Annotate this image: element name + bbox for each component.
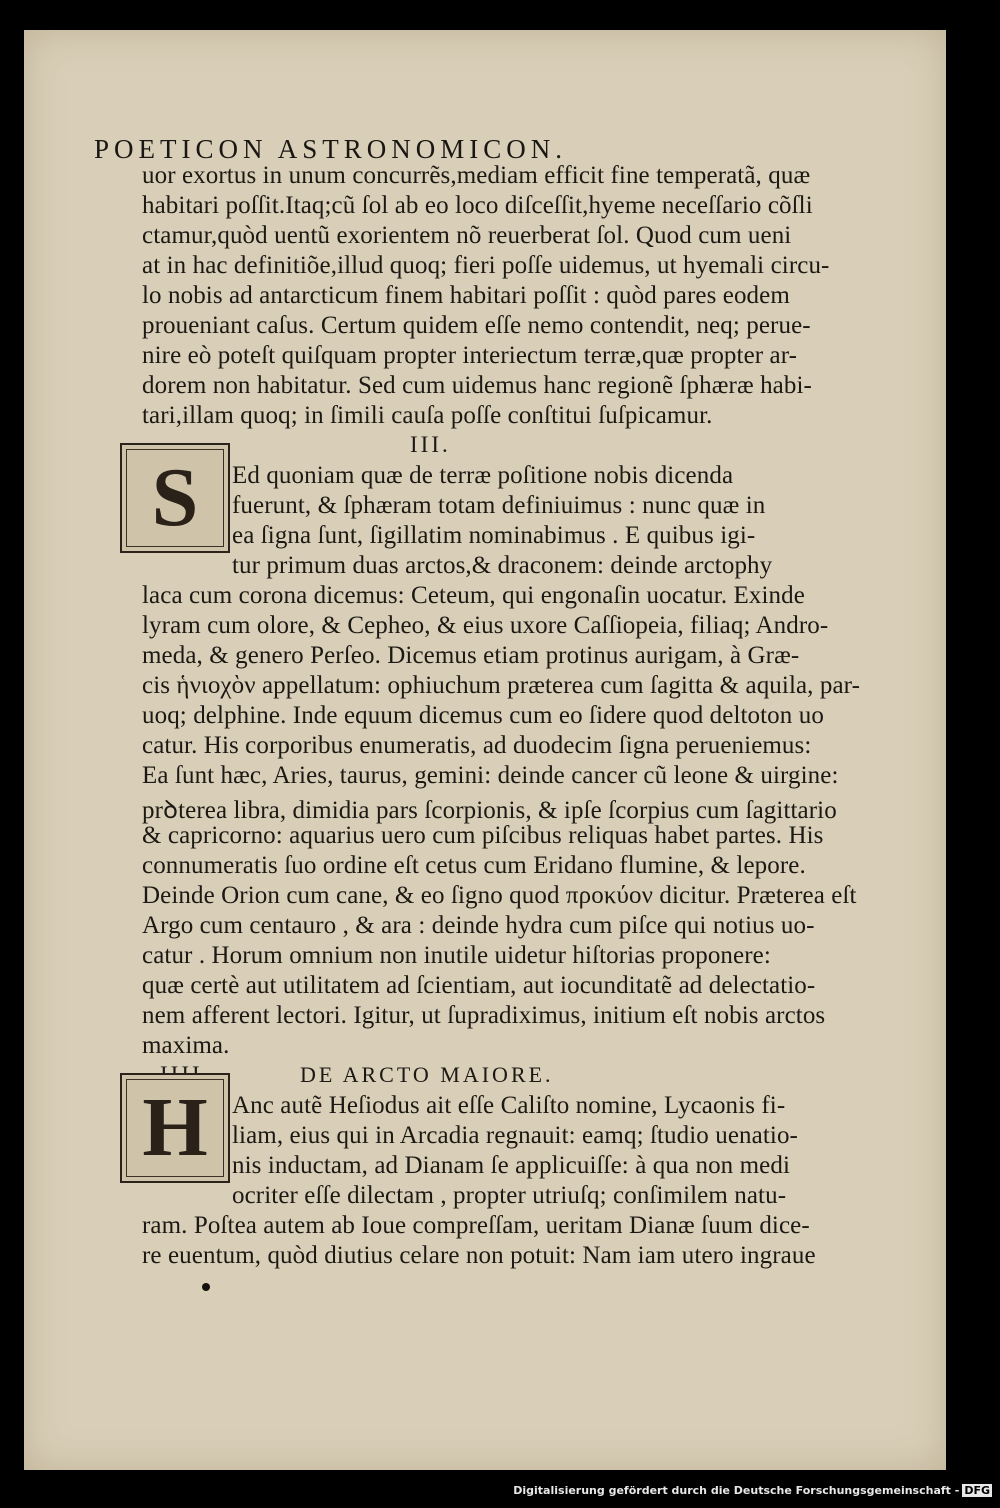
text-line: proueniant caſus. Certum quidem eſſe nemo contendit, neq; perue- [142, 312, 811, 339]
decorated-initial [120, 1073, 230, 1183]
text-line: re euentum, quòd diutius celare non potuit: Nam iam utero ingraue [142, 1242, 816, 1269]
digitization-footer [513, 1484, 992, 1497]
text-line: ctamur,quòd uentũ exorientem nõ reuerberat ſol. Quod cum ueni [142, 222, 792, 249]
ink-mark [202, 1283, 210, 1291]
decorated-initial [120, 443, 230, 553]
text-line: prꝺterea libra, dimidia pars ſcorpionis, & ipſe ſcorpius cum ſagittario [142, 797, 837, 824]
text-line: ocriter eſſe dilectam , propter utriuſq; conſimilem natu- [232, 1182, 787, 1209]
text-line: laca cum corona dicemus: Ceteum, qui engonaſin uocatur. Exinde [142, 582, 805, 609]
footer-text: Digitalisierung gefördert durch die Deutsche Forschungsgemeinschaft - [513, 1484, 960, 1497]
text-line: Ed quoniam quæ de terræ poſitione nobis dicenda [232, 462, 734, 489]
text-line: nis inductam, ad Dianam ſe applicuiſſe: à qua non medi [232, 1152, 791, 1179]
running-title: POETICON ASTRONOMICON. [94, 134, 568, 164]
text-line: catur . Horum omnium non inutile uidetur hiſtorias proponere: [142, 942, 771, 969]
initial-letter: S [151, 451, 199, 544]
text-line: Anc autẽ Heſiodus ait eſſe Caliſto nomine, Lycaonis fi- [232, 1092, 786, 1119]
text-line: uoq; delphine. Inde equum dicemus cum eo ſidere quod deltoton uo [142, 702, 824, 729]
text-line: maxima. [142, 1032, 230, 1059]
text-line: habitari poſſit.Itaq;cũ ſol ab eo loco diſceſſit,hyeme neceſſario cõſli [142, 192, 813, 219]
text-line: & capricorno: aquarius uero cum piſcibus reliquas habet partes. His [142, 822, 824, 849]
text-line: ea ſigna ſunt, ſigillatim nominabimus . E quibus igi- [232, 522, 756, 549]
text-line: catur. His corporibus enumeratis, ad duodecim ſigna perueniemus: [142, 732, 812, 759]
text-line: tur primum duas arctos,& draconem: deinde arctophy [232, 552, 773, 579]
text-line: nem afferent lectori. Igitur, ut ſupradiximus, initium eſt nobis arctos [142, 1002, 826, 1029]
text-line: at in hac definitiõe,illud quoq; fieri poſſe uidemus, ut hyemali circu- [142, 252, 830, 279]
text-line: Ea ſunt hæc, Aries, taurus, gemini: deinde cancer cũ leone & uirgine: [142, 762, 839, 789]
text-line: ram. Poſtea autem ab Ioue compreſſam, ueritam Dianæ ſuum dice- [142, 1212, 810, 1239]
text-line: nire eò poteſt quiſquam propter interiectum terræ,quæ propter ar- [142, 342, 798, 369]
text-line: tari,illam quoq; in ſimili cauſa poſſe conſtitui ſuſpicamur. [142, 402, 713, 429]
section-number: III. [410, 432, 451, 457]
text-line: lo nobis ad antarcticum finem habitari poſſit : quòd pares eodem [142, 282, 790, 309]
dfg-logo: DFG [964, 1484, 990, 1497]
book-page [24, 30, 946, 1470]
text-line: liam, eius qui in Arcadia regnauit: eamq; ſtudio uenatio- [232, 1122, 798, 1149]
text-line: dorem non habitatur. Sed cum uidemus hanc regionẽ ſphæræ habi- [142, 372, 812, 399]
text-line: uor exortus in unum concurrẽs,mediam efficit fine temperatã, quæ [142, 162, 811, 189]
text-line: quæ certè aut utilitatem ad ſcientiam, aut iocunditatẽ ad delectatio- [142, 972, 816, 999]
text-line: Deinde Orion cum cane, & eo ſigno quod προκύον dicitur. Præterea eſt [142, 882, 857, 909]
text-line: cis ἡνιοχὸν appellatum: ophiuchum præterea cum ſagitta & aquila, par- [142, 672, 861, 699]
text-line: lyram cum olore, & Cepheo, & eius uxore Caſſiopeia, filiaq; Andro- [142, 612, 829, 639]
initial-letter: H [142, 1081, 208, 1174]
text-line: Argo cum centauro , & ara : deinde hydra cum piſce qui notius uo- [142, 912, 815, 939]
section-heading: DE ARCTO MAIORE. [300, 1062, 554, 1087]
text-line: meda, & genero Perſeo. Dicemus etiam protinus aurigam, à Græ- [142, 642, 800, 669]
text-line: fuerunt, & ſphæram totam definiuimus : nunc quæ in [232, 492, 766, 519]
text-line: connumeratis ſuo ordine eſt cetus cum Eridano flumine, & lepore. [142, 852, 806, 879]
